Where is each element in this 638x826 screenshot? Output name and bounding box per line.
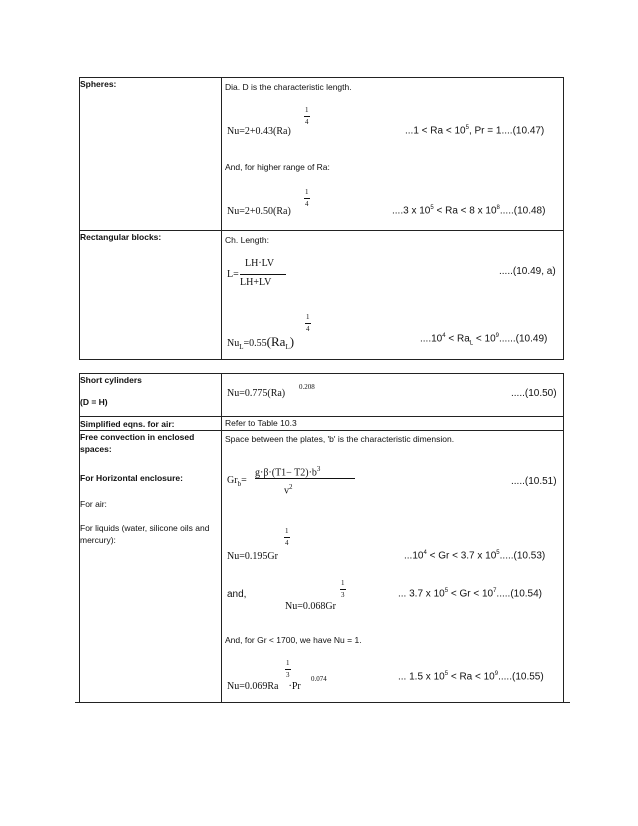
row-label-short-cylinders xyxy=(80,374,222,417)
row-label-spheres xyxy=(80,78,222,231)
eq-10-51-den: $v^2$ xyxy=(284,483,293,497)
for-liquids-label: For liquids (water, silicone oils and mercury): xyxy=(80,523,210,545)
row-label-enclosed xyxy=(80,431,222,703)
rect-blocks-content: Ch. Length: L= LH·LV LH+LV .....(10.49, a) $Nu_L=0.55(Ra_L)$ 1 4 $....10^4 < Ra_L < 10^9......(10.49)$ xyxy=(222,231,564,360)
short-cylinders-label: Short cylinders xyxy=(80,375,142,385)
simplified-content xyxy=(222,417,564,431)
rect-blocks-label: Rectangular blocks: xyxy=(80,232,162,242)
eq-10-55: Nu=0.069Ra ·Pr xyxy=(227,681,301,692)
higher-range-text: And, for higher range of Ra: xyxy=(225,162,330,172)
table-correlations-2 xyxy=(79,373,564,703)
ref-10-51: .....(10.51) xyxy=(511,476,557,487)
enclosed-spaces-label: Free convection in enclosed spaces: xyxy=(80,432,195,454)
ref-10-48: ....3 x $10^5 < Ra < 8$ x $10^8.....(10.48)$ xyxy=(392,205,546,217)
eq-10-49a-num: LH·LV xyxy=(245,258,275,269)
short-cylinders-dh: (D = H) xyxy=(80,397,108,407)
eq-10-49a-lhs: L= xyxy=(227,269,239,280)
plates-spacing-text: Space between the plates, 'b' is the characteristic dimension. xyxy=(225,434,455,444)
enclosed-content: Space between the plates, 'b' is the characteristic dimension. $Gr_b=$ $g\cdot\beta\cdot(T1- T2)\cdot b^3$ $v^2$ .....(10.51) Nu=0.195Gr 1 4 $...10^4 < Gr < 3.7$ x $10^5.....(10.53)$ and, Nu=0.068Gr 1 3 ... 3.7 x $10^5 < Gr < 10^7.....(10.54)$ And, for Gr < 1700, we have Nu = 1. Nu=0.069Ra ·Pr 1 3 0.074 ... 1.5 x $10^5 < Ra < 10^9.....(10.55)$ xyxy=(222,431,564,703)
simplified-label: Simplified eqns. for air: xyxy=(80,419,175,429)
refer-table-text: Refer to Table 10.3 xyxy=(225,418,297,428)
eq-10-49: $Nu_L=0.55(Ra_L)$ xyxy=(227,334,295,351)
gr-small-text: And, for Gr < 1700, we have Nu = 1. xyxy=(225,635,362,645)
eq-10-48: Nu=2+0.50(Ra) xyxy=(227,206,291,217)
ch-length-text: Ch. Length: xyxy=(225,235,269,245)
eq-10-54: Nu=0.068Gr xyxy=(285,601,336,612)
row-label-simplified xyxy=(80,417,222,431)
row-label-rect-blocks xyxy=(80,231,222,360)
ref-10-49a: .....(10.49, a) xyxy=(499,266,556,277)
ref-10-54: ... 3.7 x $10^5 < Gr < 10^7.....(10.54)$ xyxy=(398,588,542,600)
ref-10-55: ... 1.5 x $10^5 < Ra < 10^9.....(10.55)$ xyxy=(398,671,544,683)
ref-10-50: .....(10.50) xyxy=(511,388,557,399)
eq-10-53: Nu=0.195Gr xyxy=(227,551,278,562)
spheres-desc: Dia. D is the characteristic length. xyxy=(225,82,352,92)
eq-10-51: $Gr_b=$ xyxy=(227,475,247,488)
spheres-label: Spheres: xyxy=(80,79,117,89)
spheres-content: Dia. D is the characteristic length. Nu=2+0.43(Ra) 1 4 $...1 < Ra < 10^5$, Pr = 1....(10.47) And, for higher range of Ra: Nu=2+0.50(Ra) 1 4 ....3 x $10^5 < Ra < 8$ x $10^8.....(10.48)$ xyxy=(222,78,564,231)
eq-10-47: Nu=2+0.43(Ra) xyxy=(227,126,291,137)
ref-10-49: $....10^4 < Ra_L < 10^9......(10.49)$ xyxy=(420,333,548,347)
horizontal-enclosure-label: For Horizontal enclosure: xyxy=(80,473,183,483)
table-correlations-1 xyxy=(79,77,564,360)
eq-10-51-num: $g\cdot\beta\cdot(T1- T2)\cdot b^3$ xyxy=(255,465,321,479)
bottom-divider xyxy=(75,702,570,703)
for-air-label: For air: xyxy=(80,499,107,509)
eq-10-50: Nu=0.775(Ra) xyxy=(227,388,286,399)
ref-10-53: $...10^4 < Gr < 3.7$ x $10^5.....(10.53)$ xyxy=(404,550,546,562)
ref-10-47: $...1 < Ra < 10^5$, Pr = 1....(10.47) xyxy=(405,125,545,137)
and-label: and, xyxy=(227,589,247,600)
short-cylinders-content: Nu=0.775(Ra) 0.208 .....(10.50) xyxy=(222,374,564,417)
eq-10-49a-den: LH+LV xyxy=(240,277,272,288)
